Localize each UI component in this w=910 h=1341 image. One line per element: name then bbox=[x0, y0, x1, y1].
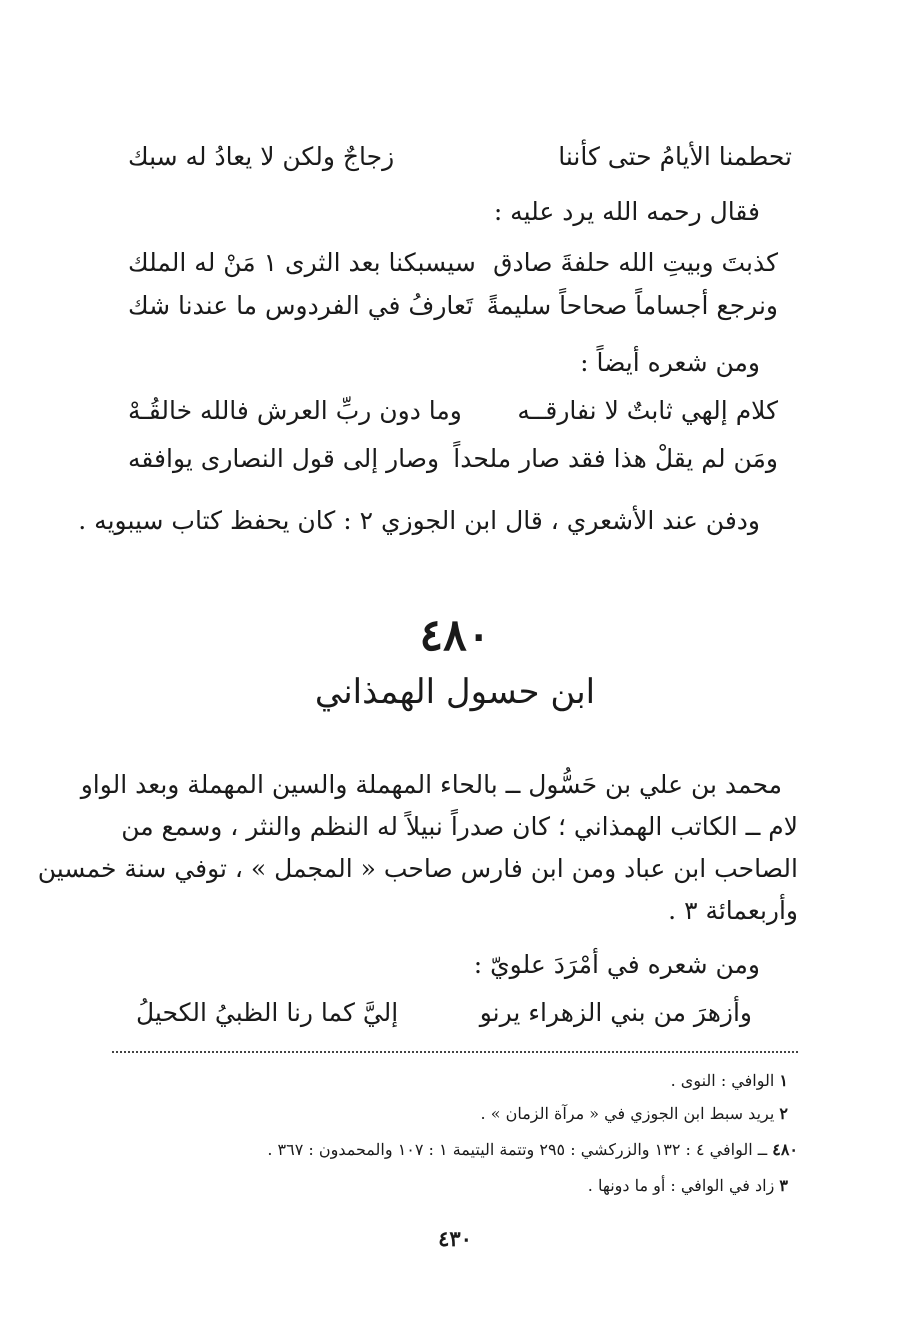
poem-verse bbox=[136, 1000, 752, 1025]
poem-verse bbox=[128, 398, 778, 423]
bio-line: وأربعمائة ٣ . bbox=[668, 896, 798, 925]
poem-verse bbox=[128, 293, 778, 318]
verse-first-hemistich: تحطمنا الأيامُ حتى كأننا bbox=[558, 142, 792, 171]
verse-first-hemistich: ونرجع أجساماً صحاحاً سليمةً bbox=[486, 291, 778, 320]
verse-first-hemistich: كذبتَ وبيتِ الله حلفةَ صادق bbox=[493, 248, 778, 277]
footnote-text: ــ الوافي ٤ : ١٣٢ والزركشي : ٢٩٥ وتتمة اليتيمة ١ : ١٠٧ والمحمدون : ٣٦٧ . bbox=[267, 1140, 768, 1159]
footnote-number: ٤٨٠ bbox=[772, 1140, 798, 1159]
footnote-number: ١ bbox=[779, 1071, 788, 1090]
poem-verse bbox=[128, 144, 792, 169]
footnote bbox=[267, 1142, 798, 1158]
verse-second-hemistich: وما دون ربِّ العرش فالله خالقُـهْ bbox=[128, 396, 462, 425]
poem-intro: ومن شعره في أمْرَدَ علويّ : bbox=[473, 950, 760, 979]
footnote-text: زاد في الوافي : أو ما دونها . bbox=[587, 1176, 775, 1195]
footnote bbox=[671, 1073, 788, 1089]
footnote bbox=[588, 1178, 788, 1194]
verse-second-hemistich: سيسبكنا بعد الثرى ١ مَنْ له الملك bbox=[128, 248, 476, 277]
bio-line: محمد بن علي بن حَسُّول ــ بالحاء المهملة والسين المهملة وبعد الواو bbox=[80, 770, 782, 799]
page-number: ٤٣٠ bbox=[438, 1226, 472, 1251]
poem-intro: فقال رحمه الله يرد عليه : bbox=[493, 197, 760, 226]
verse-first-hemistich: ومَن لم يقلْ هذا فقد صار ملحداً bbox=[453, 444, 778, 473]
verse-second-hemistich: وصار إلى قول النصارى يوافقه bbox=[128, 444, 440, 473]
verse-first-hemistich: وأزهرَ من بني الزهراء يرنو bbox=[479, 998, 752, 1027]
footnote-number: ٢ bbox=[779, 1104, 788, 1123]
verse-first-hemistich: كلام إلهي ثابتٌ لا نفارقــه bbox=[517, 396, 778, 425]
poem-verse bbox=[128, 250, 778, 275]
verse-second-hemistich: إليَّ كما رنا الظبيُ الكحيلُ bbox=[136, 998, 399, 1027]
footnote bbox=[481, 1106, 788, 1122]
footnote-text: الوافي : النوى . bbox=[670, 1071, 775, 1090]
verse-second-hemistich: زجاجٌ ولكن لا يعادُ له سبك bbox=[128, 142, 395, 171]
entry-title: ابن حسول الهمذاني bbox=[314, 672, 596, 712]
bio-line: الصاحب ابن عباد ومن ابن فارس صاحب « المجمل » ، توفي سنة خمسين bbox=[37, 854, 798, 883]
poem-intro: ومن شعره أيضاً : bbox=[580, 348, 760, 377]
footnote-number: ٣ bbox=[779, 1176, 788, 1195]
bio-line: لام ــ الكاتب الهمذاني ؛ كان صدراً نبيلاً له النظم والنثر ، وسمع من bbox=[121, 812, 798, 841]
verse-second-hemistich: تَعارفُ في الفردوس ما عندنا شك bbox=[128, 291, 474, 320]
poem-verse bbox=[128, 446, 778, 471]
footnote-text: يريد سبط ابن الجوزي في « مرآة الزمان » . bbox=[480, 1104, 775, 1123]
prose-line: ودفن عند الأشعري ، قال ابن الجوزي ٢ : كان يحفظ كتاب سيبويه . bbox=[78, 506, 760, 535]
footnote-divider bbox=[112, 1051, 798, 1053]
entry-number: ٤٨٠ bbox=[419, 610, 491, 661]
